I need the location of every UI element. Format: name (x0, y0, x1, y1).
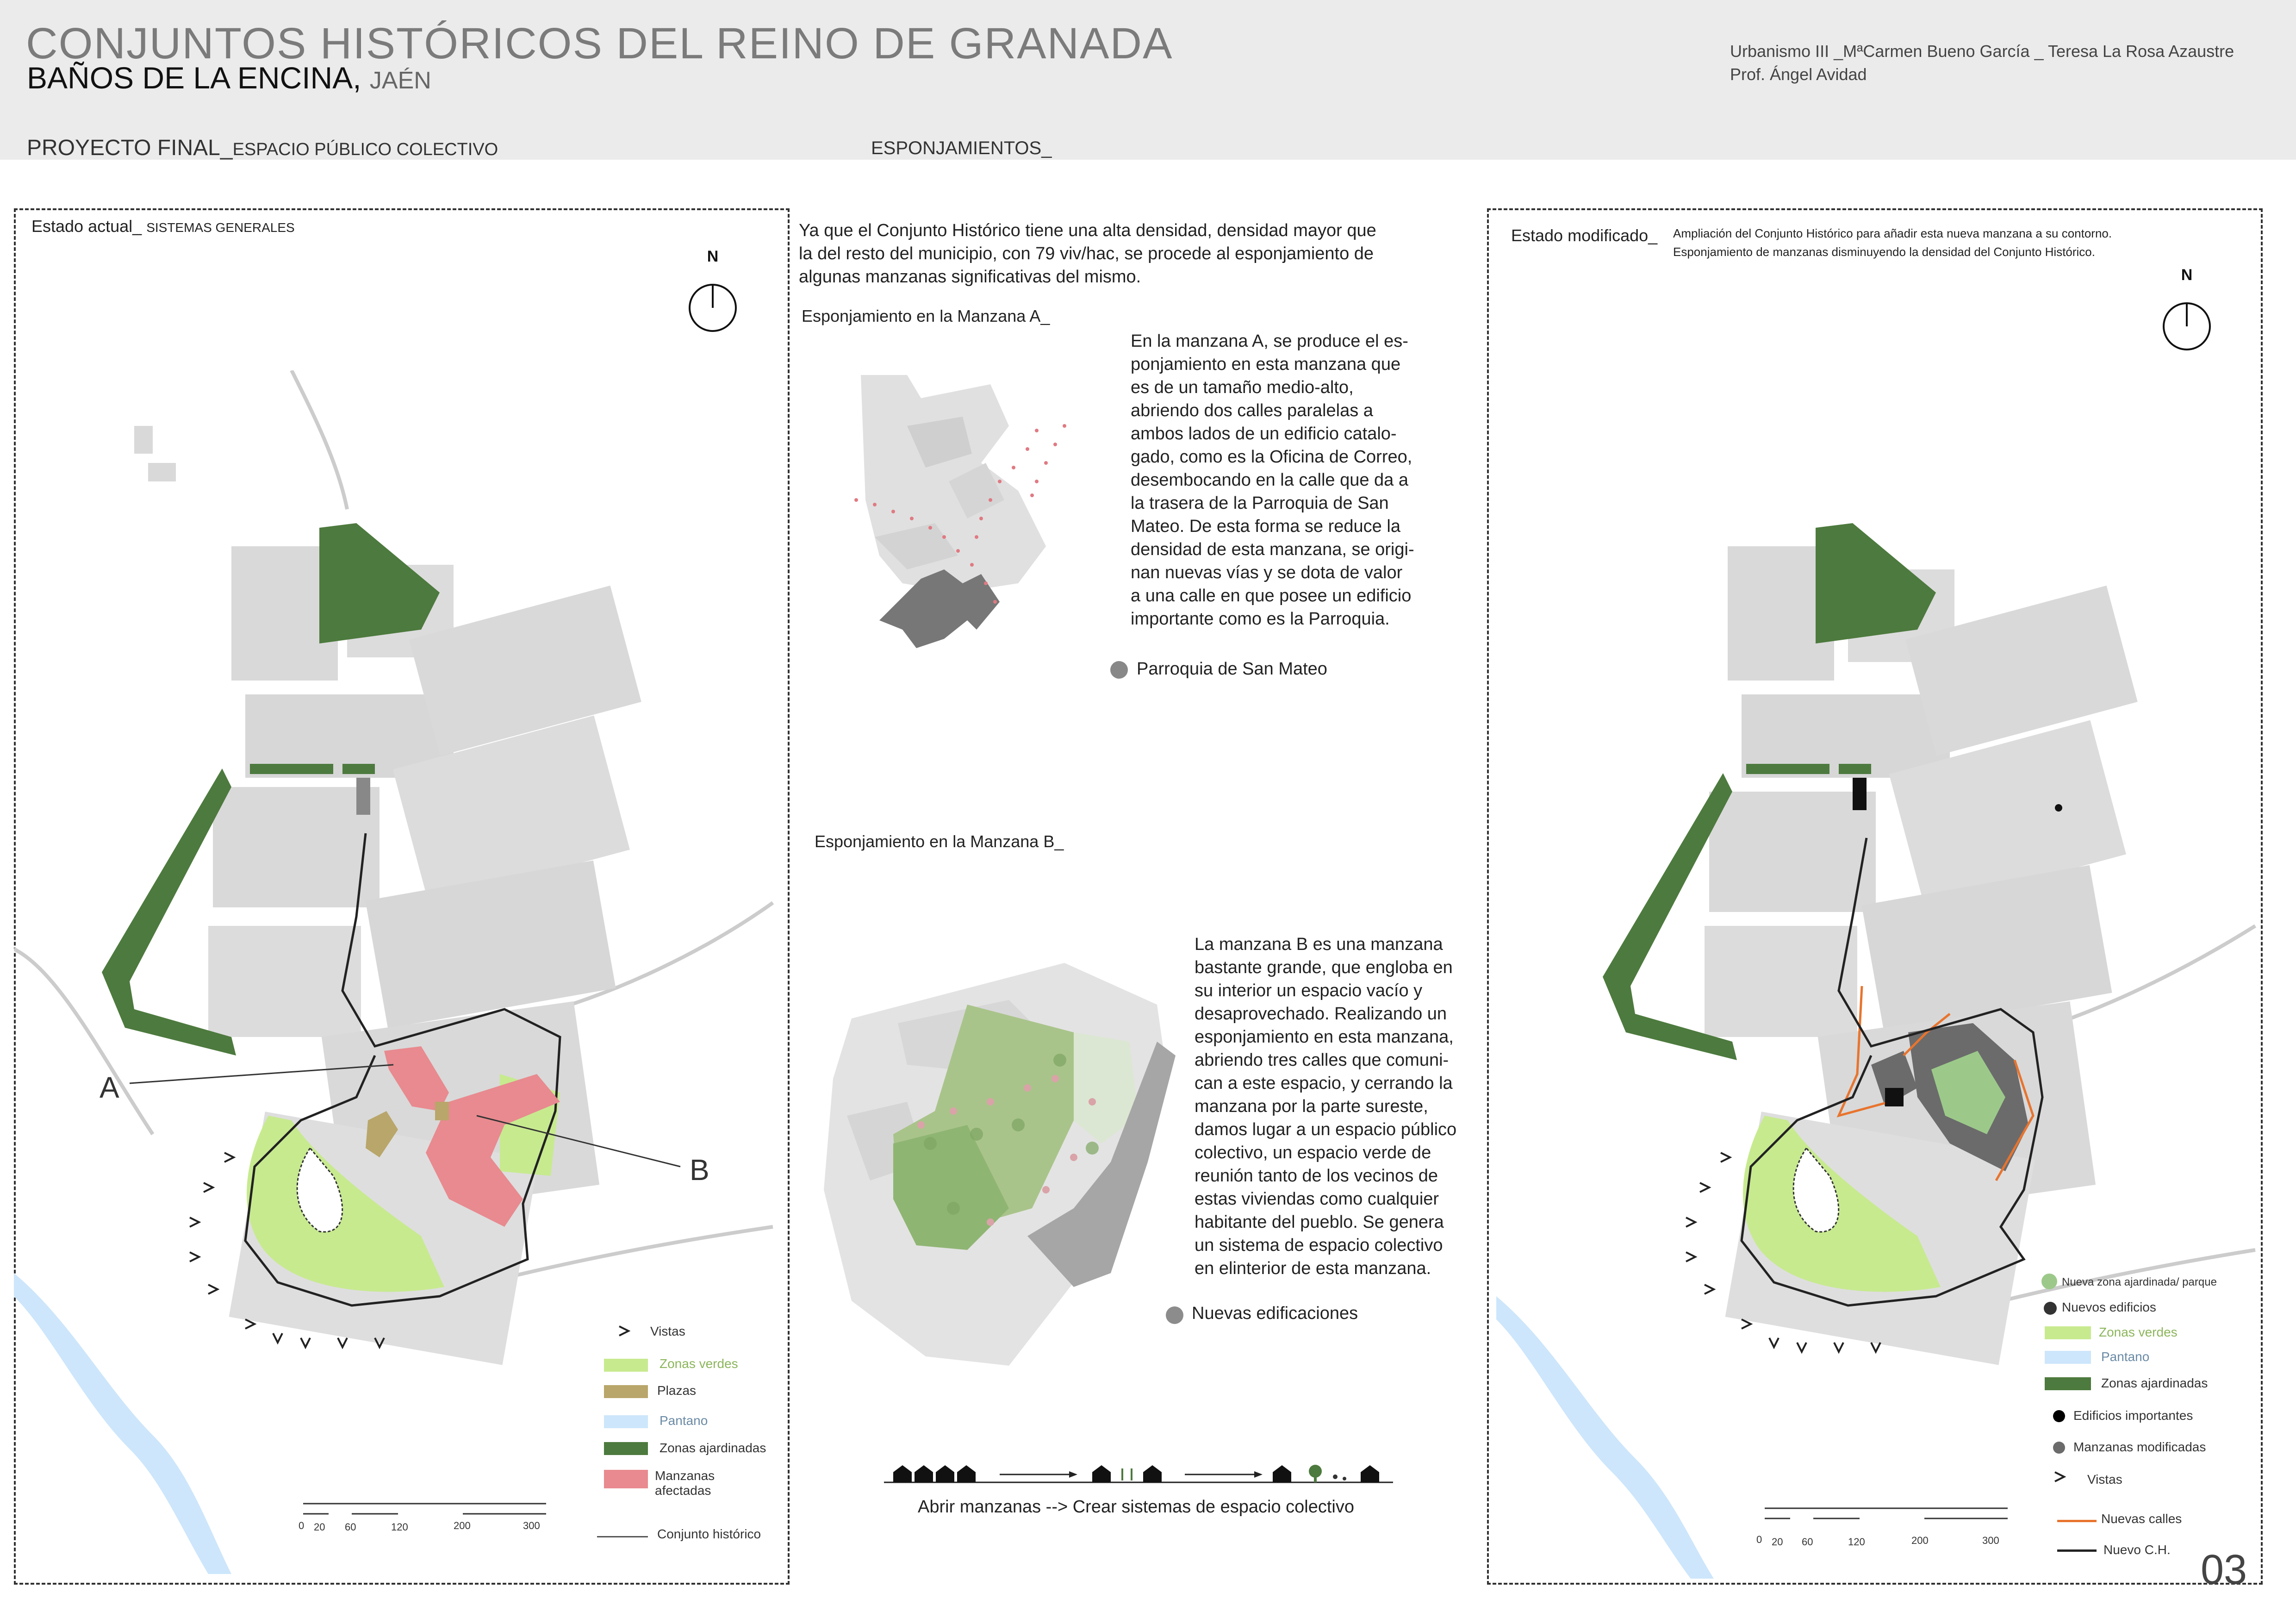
edificios-importantes-dot (2051, 1408, 2067, 1424)
current-state-subtitle: SISTEMAS GENERALES (146, 220, 295, 235)
legend-right-edificios-importantes: Edificios importantes (2073, 1408, 2193, 1423)
manzana-a-text (1131, 330, 1414, 631)
note-line-1: Ampliación del Conjunto Histórico para añadir esta nueva manzana a su contorno. (1673, 226, 2112, 240)
current-state-title: Estado actual_ (31, 217, 142, 236)
legend-parroquia: Parroquia de San Mateo (1137, 659, 1327, 679)
text-a-line: importante como es la Parroquia. (1131, 609, 1390, 629)
text-b-line: damos lugar a un espacio público (1195, 1120, 1457, 1139)
credits (1730, 40, 2234, 86)
text-a-line: a una calle en que posee un edificio (1131, 586, 1412, 606)
intro-line-1: Ya que el Conjunto Histórico tiene una alta densidad, densidad mayor que (799, 221, 1376, 240)
north-label-left: N (707, 248, 719, 265)
scale-left-120: 120 (391, 1521, 408, 1533)
project-subtitle: ESPACIO PÚBLICO COLECTIVO (232, 140, 498, 159)
vistas-icon (616, 1324, 634, 1338)
legend-right-zonas-verdes-swatch (2045, 1326, 2091, 1339)
modified-state-note (1673, 224, 2112, 261)
scale-left-200: 200 (454, 1520, 471, 1531)
text-a-line: ponjamiento en esta manzana que (1131, 355, 1401, 374)
scale-left-0: 0 (299, 1520, 305, 1531)
text-a-line: gado, como es la Oficina de Correo, (1131, 447, 1412, 467)
note-line-2: Esponjamiento de manzanas disminuyendo la densidad del Conjunto Histórico. (1673, 245, 2095, 259)
modified-state-label: Estado modificado_ (1511, 226, 1658, 245)
scale-right-0: 0 (1756, 1534, 1762, 1545)
legend-left-manzanas-afectadas: Manzanas afectadas (655, 1468, 715, 1498)
manzana-b-plan (815, 949, 1176, 1380)
scale-bar-right (1762, 1505, 2012, 1523)
text-a-line: es de un tamaño medio-alto, (1131, 378, 1354, 397)
text-b-line: manzana por la parte sureste, (1195, 1097, 1428, 1116)
legend-left-conjunto-historico: Conjunto histórico (657, 1527, 761, 1541)
process-diagram (884, 1458, 1393, 1486)
legend-left-pantano: Pantano (660, 1413, 708, 1428)
nueva-zona-dot (2040, 1272, 2059, 1291)
process-caption: Abrir manzanas --> Crear sistemas de espacio colectivo (918, 1497, 1354, 1517)
legend-left-zonas-verdes-swatch (604, 1359, 648, 1372)
manzana-b-text (1195, 933, 1456, 1280)
text-a-line: densidad de esta manzana, se origi- (1131, 540, 1414, 559)
page-subtitle (27, 60, 431, 95)
text-b-line: en elinterior de esta manzana. (1195, 1259, 1431, 1278)
manzanas-modificadas-dot (2051, 1440, 2067, 1455)
manzana-a-letter: A (100, 1071, 119, 1104)
legend-right-nuevas-calles-line (2057, 1520, 2097, 1522)
north-arrow-icon (2159, 296, 2215, 356)
text-a-line: nan nuevas vías y se dota de valor (1131, 563, 1403, 582)
text-a-line: Mateo. De esta forma se reduce la (1131, 517, 1400, 536)
legend-right-pantano: Pantano (2101, 1349, 2150, 1364)
legend-left-conjunto-line (597, 1536, 648, 1537)
credits-line-2: Prof. Ángel Avidad (1730, 65, 1867, 84)
nuevas-edificaciones-dot (1164, 1305, 1185, 1326)
legend-left-pantano-swatch (604, 1415, 648, 1428)
text-b-line: La manzana B es una manzana (1195, 935, 1443, 954)
scale-right-60: 60 (1802, 1536, 1813, 1548)
scale-right-20: 20 (1772, 1536, 1783, 1548)
text-b-line: esponjamiento en esta manzana, (1195, 1027, 1454, 1047)
text-b-line: colectivo, un espacio verde de (1195, 1143, 1431, 1162)
text-b-line: estas viviendas como cualquier (1195, 1189, 1439, 1209)
legend-right-manzanas-modificadas: Manzanas modificadas (2073, 1440, 2206, 1454)
text-b-line: can a este espacio, y cerrando la (1195, 1074, 1453, 1093)
legend-right-nuevas-calles: Nuevas calles (2101, 1512, 2182, 1526)
text-a-line: abriendo dos calles paralelas a (1131, 401, 1373, 420)
credits-line-1: Urbanismo III _MªCarmen Bueno García _ Teresa La Rosa Azaustre (1730, 42, 2234, 61)
text-b-line: bastante grande, que engloba en (1195, 958, 1453, 977)
scale-left-300: 300 (523, 1520, 540, 1531)
legend-right-zonas-ajardinadas: Zonas ajardinadas (2101, 1376, 2208, 1390)
legend-left-plazas: Plazas (657, 1383, 697, 1398)
legend-right-nuevo-ch: Nuevo C.H. (2103, 1543, 2171, 1557)
parroquia-legend-dot (1108, 659, 1130, 681)
subtitle-town: BAÑOS DE LA ENCINA, (27, 61, 361, 95)
legend-right-nueva-zona: Nueva zona ajardinada/ parque (2062, 1276, 2217, 1288)
text-a-line: ambos lados de un edificio catalo- (1131, 424, 1397, 443)
north-arrow-icon (685, 278, 740, 338)
legend-right-nuevo-ch-line (2057, 1549, 2097, 1552)
legend-left-plazas-swatch (604, 1385, 648, 1398)
text-b-line: un sistema de espacio colectivo (1195, 1236, 1443, 1255)
scale-bar-left (301, 1500, 551, 1518)
scale-left-20: 20 (314, 1521, 325, 1533)
page-number: 03 (2201, 1547, 2247, 1593)
project-title: PROYECTO FINAL_ (27, 136, 233, 160)
current-state-label (31, 217, 295, 236)
intro-text (799, 219, 1376, 288)
header-band (0, 0, 2296, 160)
text-b-line: reunión tanto de los vecinos de (1195, 1166, 1438, 1186)
north-label-right: N (2181, 266, 2193, 284)
legend-right-nuevos-edificios: Nuevos edificios (2062, 1300, 2156, 1314)
section-title: ESPONJAMIENTOS_ (871, 138, 1052, 158)
text-a-line: En la manzana A, se produce el es- (1131, 331, 1408, 351)
text-a-line: la trasera de la Parroquia de San (1131, 493, 1389, 513)
manzana-a-plan (852, 370, 1106, 694)
project-label (27, 135, 498, 161)
legend-left-zonas-verdes: Zonas verdes (660, 1356, 738, 1371)
heading-manzana-b: Esponjamiento en la Manzana B_ (815, 832, 1064, 851)
legend-right-vistas: Vistas (2087, 1472, 2122, 1487)
legend-right-zonas-ajardinadas-swatch (2045, 1377, 2091, 1390)
intro-line-2: la del resto del municipio, con 79 viv/hac, se procede al esponjamiento de (799, 244, 1374, 263)
legend-nuevas-edificaciones: Nuevas edificaciones (1192, 1304, 1358, 1323)
legend-right-zonas-verdes: Zonas verdes (2099, 1325, 2178, 1339)
legend-right-pantano-swatch (2045, 1351, 2091, 1364)
heading-manzana-a: Esponjamiento en la Manzana A_ (802, 306, 1050, 325)
intro-line-3: algunas manzanas significativas del mismo. (799, 267, 1141, 287)
scale-right-300: 300 (1982, 1535, 1999, 1546)
scale-right-200: 200 (1911, 1535, 1929, 1546)
nuevos-edificios-dot (2042, 1300, 2059, 1317)
text-b-line: habitante del pueblo. Se genera (1195, 1212, 1444, 1232)
text-a-line: desembocando en la calle que da a (1131, 470, 1409, 490)
modified-state-map (1487, 394, 2259, 1579)
scale-left-60: 60 (345, 1521, 356, 1533)
text-b-line: su interior un espacio vacío y (1195, 981, 1423, 1000)
subtitle-province: JAÉN (369, 67, 431, 94)
page-title: CONJUNTOS HISTÓRICOS DEL REINO DE GRANADA (26, 19, 1173, 68)
vistas-icon (2051, 1470, 2070, 1486)
manzana-b-letter: B (690, 1153, 709, 1187)
legend-left-manzanas-swatch (604, 1470, 648, 1488)
text-b-line: abriendo tres calles que comuni- (1195, 1050, 1449, 1070)
legend-left-zonas-ajardinadas: Zonas ajardinadas (660, 1441, 766, 1455)
legend-left-vistas: Vistas (650, 1324, 685, 1338)
scale-right-120: 120 (1848, 1536, 1865, 1548)
text-b-line: desaprovechado. Realizando un (1195, 1004, 1447, 1024)
legend-left-zonas-ajardinadas-swatch (604, 1442, 648, 1455)
